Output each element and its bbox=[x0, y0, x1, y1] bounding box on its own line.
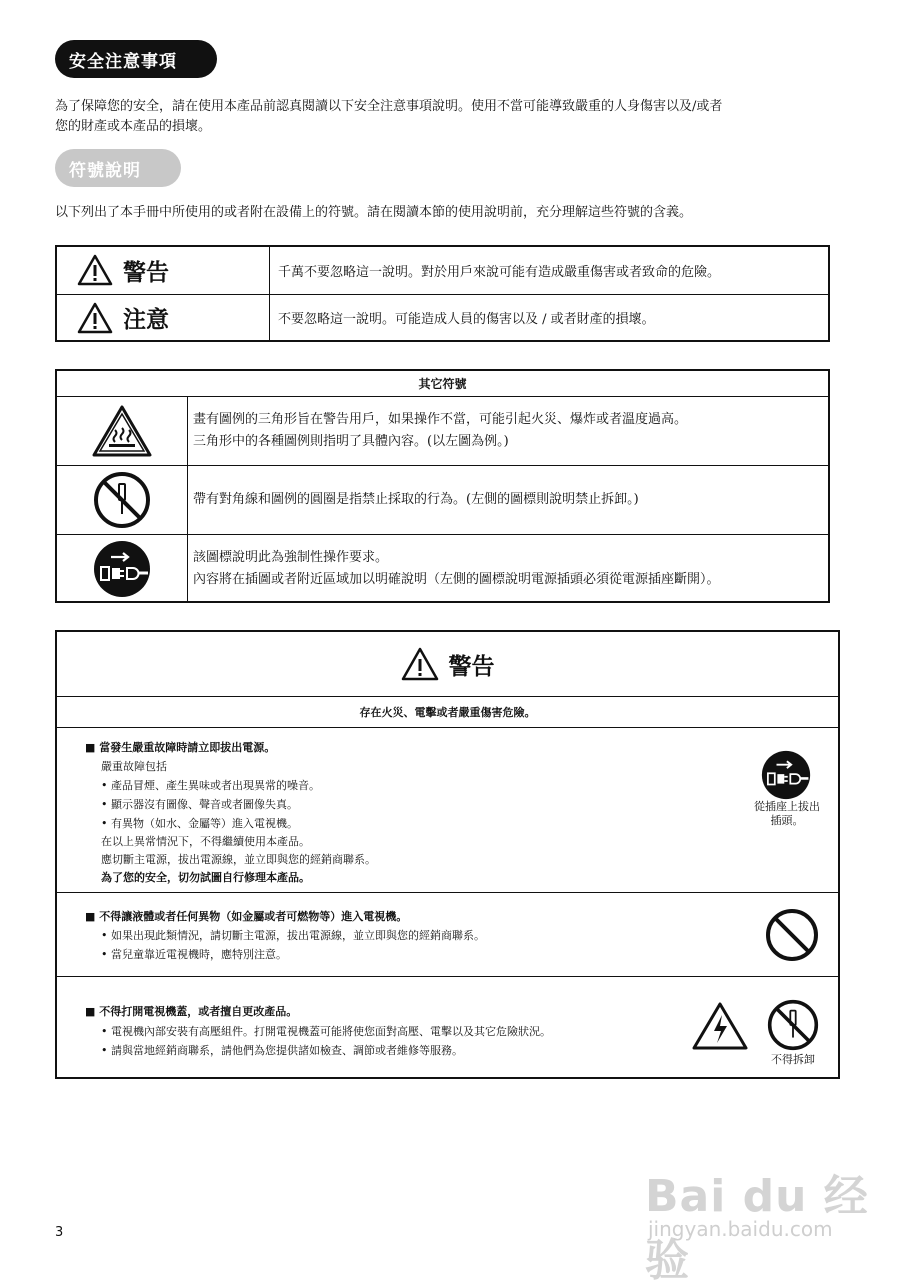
watermark-url: jingyan.baidu.com bbox=[648, 1217, 833, 1241]
warning-section-power-line-1: 嚴重故障包括 bbox=[101, 760, 167, 773]
warning-triangle-icon bbox=[77, 254, 113, 286]
warning-section-cover-line-1: • 電視機內部安裝有高壓組件。打開電視機蓋可能將使您面對高壓、電擊以及其它危險狀況。 bbox=[101, 1025, 551, 1038]
no-disassemble-caption: 不得拆卸 bbox=[771, 1053, 815, 1066]
watermark-brand: Bai du 经验 bbox=[645, 1171, 869, 1286]
intro-line-1: 為了保障您的安全，請在使用本產品前認真閱讀以下安全注意事項說明。使用不當可能導致嚴重的人身傷害以及/或者 bbox=[55, 99, 723, 114]
warning-section-power-heading: ■ 當發生嚴重故障時請立即拔出電源。 bbox=[85, 741, 276, 754]
warning-section-power bbox=[57, 728, 838, 893]
high-voltage-triangle-icon bbox=[691, 1001, 749, 1051]
legend-label-caution: 注意 bbox=[123, 307, 169, 334]
warning-section-cover-line-2: • 請與當地經銷商聯系，請他們為您提供諸如檢查、調節或者維修等服務。 bbox=[101, 1044, 463, 1057]
symbol-row-mandatory-line-1: 該圖標說明此為強制性操作要求。 bbox=[193, 550, 389, 565]
warning-triangle-icon bbox=[401, 647, 439, 681]
legend-table bbox=[55, 245, 830, 342]
legend-text-warning: 千萬不要忽略這一說明。對於用戶來說可能有造成嚴重傷害或者致命的危險。 bbox=[278, 264, 721, 280]
warning-section-power-line-5: 在以上異常情況下，不得繼續使用本產品。 bbox=[101, 835, 310, 848]
warning-section-power-line-3: • 顯示器沒有圖像、聲音或者圖像失真。 bbox=[101, 798, 298, 811]
warning-box-subtitle: 存在火災、電擊或者嚴重傷害危險。 bbox=[57, 697, 838, 728]
warning-box bbox=[55, 630, 840, 1079]
legend-label-warning: 警告 bbox=[123, 259, 169, 286]
symbol-row-prohibited bbox=[57, 465, 828, 534]
legend-text-caution: 不要忽略這一說明。可能造成人員的傷害以及 / 或者財產的損壞。 bbox=[278, 312, 655, 328]
other-symbols-header: 其它符號 bbox=[57, 371, 828, 397]
warning-section-liquid-line-1: • 如果出現此類情況，請切斷主電源，拔出電源線，並立即與您的經銷商聯系。 bbox=[101, 929, 485, 942]
hot-surface-triangle-icon bbox=[91, 404, 153, 458]
warning-section-power-line-6: 應切斷主電源，拔出電源線，並立即與您的經銷商聯系。 bbox=[101, 853, 376, 866]
page-number: 3 bbox=[55, 1225, 64, 1240]
warning-section-cover-heading: ■ 不得打開電視機蓋，或者擅自更改產品。 bbox=[85, 1005, 298, 1018]
no-disassemble-icon bbox=[93, 471, 151, 529]
warning-section-liquid-line-2: • 當兒童靠近電視機時，應特別注意。 bbox=[101, 948, 287, 961]
symbol-row-mandatory-line-2: 內容將在插圖或者附近區域加以明確說明（左側的圖標說明電源插頭必須從電源插座斷開）。 bbox=[193, 572, 720, 587]
section-title-symbols: 符號說明 bbox=[55, 149, 181, 187]
no-disassemble-icon bbox=[767, 999, 819, 1051]
unplug-caption-line-1: 從插座上拔出 bbox=[754, 800, 820, 813]
unplug-caption-line-2: 插頭。 bbox=[770, 814, 804, 827]
warning-section-liquid bbox=[57, 893, 838, 977]
symbol-row-triangle-line-2: 三角形中的各種圖例則指明了具體內容。(以左圖為例。) bbox=[193, 434, 509, 449]
unplug-icon bbox=[761, 750, 811, 800]
symbol-row-triangle bbox=[57, 397, 828, 465]
symbol-row-triangle-line-1: 畫有圖例的三角形旨在警告用戶，如果操作不當，可能引起火災、爆炸或者溫度過高。 bbox=[193, 412, 688, 427]
warning-section-liquid-heading: ■ 不得讓液體或者任何異物（如金屬或者可燃物等）進入電視機。 bbox=[85, 910, 408, 923]
warning-box-title: 警告 bbox=[448, 653, 495, 680]
section-title-safety: 安全注意事項 bbox=[55, 40, 217, 78]
warning-section-power-line-2: • 產品冒煙、產生異味或者出現異常的噪音。 bbox=[101, 779, 320, 792]
warning-triangle-icon bbox=[77, 302, 113, 334]
legend-row-warning bbox=[57, 247, 828, 294]
symbols-description: 以下列出了本手冊中所使用的或者附在設備上的符號。請在閱讀本節的使用說明前，充分理解這些符號的含義。 bbox=[55, 205, 693, 220]
warning-section-cover bbox=[57, 977, 838, 1081]
unplug-icon bbox=[93, 540, 151, 598]
legend-row-caution bbox=[57, 294, 828, 342]
other-symbols-table bbox=[55, 369, 830, 603]
symbol-row-prohibited-line-1: 帶有對角線和圖例的圓圈是指禁止採取的行為。(左側的圖標則說明禁止拆卸。) bbox=[193, 492, 639, 507]
warning-section-power-line-4: • 有異物（如水、金屬等）進入電視機。 bbox=[101, 817, 298, 830]
prohibited-icon bbox=[765, 908, 819, 962]
warning-section-power-bold-line: 為了您的安全，切勿試圖自行修理本產品。 bbox=[101, 871, 310, 884]
intro-line-2: 您的財產或本產品的損壞。 bbox=[55, 119, 212, 134]
symbol-row-mandatory bbox=[57, 534, 828, 603]
